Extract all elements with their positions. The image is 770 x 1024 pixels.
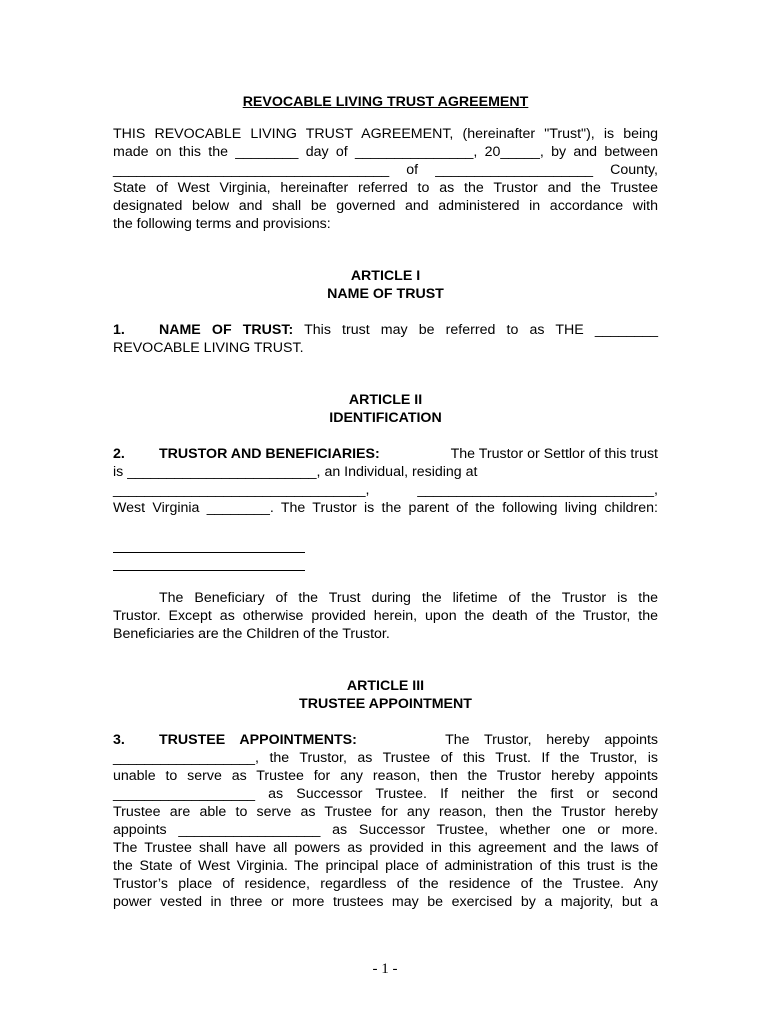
- article-1-heading: ARTICLE I: [350, 268, 421, 284]
- section-label: TRUSTOR AND BENEFICIARIES:: [159, 446, 380, 462]
- article-3-line: Trustee are able to serve as Trustee for any reason, then the Trustor hereby: [113, 804, 658, 820]
- beneficiary-line: Beneficiaries are the Children of the Trustor.: [113, 626, 390, 642]
- beneficiary-line: Trustor. Except as otherwise provided herein, upon the death of the Trustor, the: [113, 608, 658, 624]
- section-number: 3.: [113, 732, 125, 748]
- child-name-blank[interactable]: [113, 535, 305, 553]
- intro-line: made on this the ________ day of _______________, 20_____, by and between: [113, 144, 658, 160]
- article-1-subheading: NAME OF TRUST: [327, 286, 444, 302]
- article-3-line: the State of West Virginia. The principal place of administration of this trust is the: [113, 858, 658, 874]
- article-3-line: unable to serve as Trustee for any reason, then the Trustor hereby appoints: [113, 768, 658, 784]
- article-3-line: [113, 731, 658, 749]
- intro-line: THIS REVOCABLE LIVING TRUST AGREEMENT, (hereinafter "Trust"), is being: [113, 126, 658, 142]
- article-3-line: __________________, the Trustor, as Trustee of this Trust. If the Trustor, is: [113, 750, 658, 766]
- intro-paragraph: [113, 125, 658, 233]
- child-name-blank[interactable]: [113, 553, 305, 571]
- article-3-line: Trustor’s place of residence, regardless of the residence of the Trustee. Any: [113, 876, 658, 892]
- article-3-line: appoints __________________ as Successor Trustee, whether one or more.: [113, 822, 658, 838]
- section-label: NAME OF TRUST:: [159, 322, 294, 338]
- article-2-line: ________________________________, ______________________________,: [113, 482, 658, 498]
- section-number: 2.: [113, 446, 125, 462]
- document-page: [113, 93, 658, 911]
- intro-line: designated below and shall be governed and administered in accordance with: [113, 198, 658, 214]
- article-3-line: __________________ as Successor Trustee. If neither the first or second: [113, 786, 658, 802]
- section-label: TRUSTEE APPOINTMENTS:: [159, 732, 357, 748]
- article-3-heading: ARTICLE III: [346, 678, 425, 694]
- page-number: - 1 -: [372, 961, 398, 977]
- article-2-line: is ________________________, an Individual, residing at: [113, 464, 478, 480]
- article-1-line: REVOCABLE LIVING TRUST.: [113, 340, 304, 356]
- article-2-subheading: IDENTIFICATION: [329, 410, 442, 426]
- intro-line: the following terms and provisions:: [113, 216, 331, 232]
- article-2-line: [113, 445, 658, 463]
- article-3-line: power vested in three or more trustees may be exercised by a majority, but a: [113, 894, 658, 910]
- section-number: 1.: [113, 322, 125, 338]
- document-title: REVOCABLE LIVING TRUST AGREEMENT: [242, 94, 529, 110]
- article-2-line: West Virginia ________. The Trustor is the parent of the following living children:: [113, 500, 658, 516]
- article-3-line: The Trustee shall have all powers as provided in this agreement and the laws of: [113, 840, 658, 856]
- article-2-heading: ARTICLE II: [348, 392, 423, 408]
- article-1-line: [113, 321, 658, 339]
- section-text: The Trustor or Settlor of this trust: [450, 446, 658, 462]
- section-text: This trust may be referred to as THE ________: [293, 322, 659, 338]
- section-text: The Trustor, hereby appoints: [445, 732, 658, 748]
- intro-line: State of West Virginia, hereinafter referred to as the Trustor and the Trustee: [113, 180, 658, 196]
- beneficiary-line: The Beneficiary of the Trust during the lifetime of the Trustor is the: [159, 590, 658, 606]
- intro-line: ___________________________________ of ____________________ County,: [113, 162, 658, 178]
- article-3-subheading: TRUSTEE APPOINTMENT: [299, 696, 472, 712]
